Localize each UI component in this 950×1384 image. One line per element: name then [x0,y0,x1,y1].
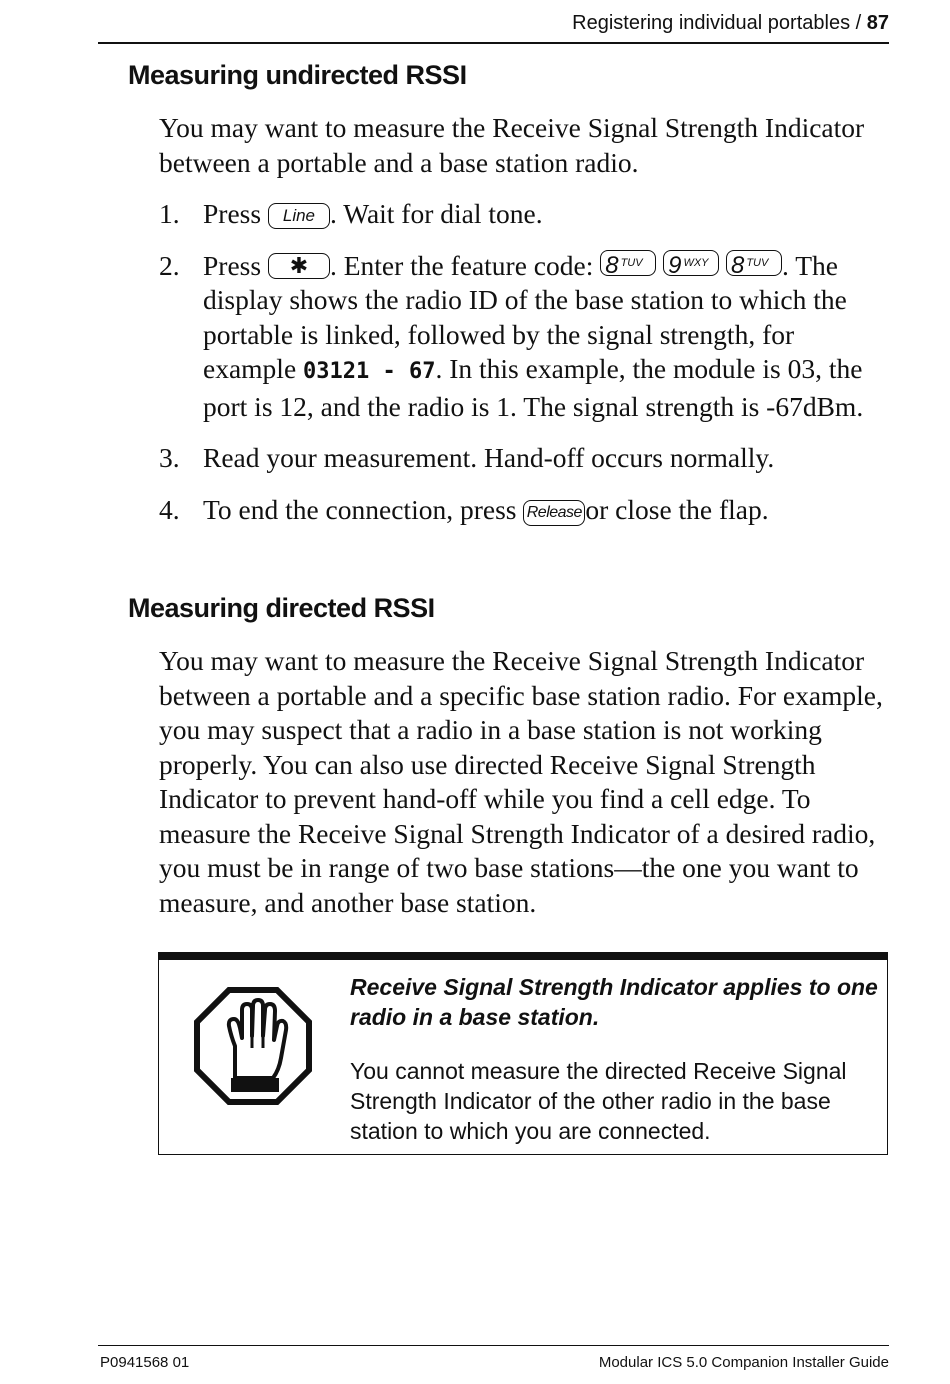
release-key: Release [523,500,585,526]
key-8-tuv [600,250,656,279]
key-letters: TUV [746,256,769,269]
step-text: . Wait for dial tone. [329,198,543,229]
step-number: 4. [159,493,180,525]
key-digit: 8 [730,251,745,279]
key-8-tuv [726,250,782,279]
note-body: You cannot measure the directed Receive Signal Strength Indicator of the other radio in the base station to which you are connected. [350,1058,847,1144]
step-text: Read your measurement. Hand-off occurs normally. [203,442,775,473]
caution-note [158,952,888,1155]
step-2 [159,249,891,425]
step-text: . Enter the feature code: [329,249,601,281]
stop-hand-icon [193,986,313,1106]
page-number: 87 [866,12,889,34]
key-digit: 9 [668,251,682,279]
key-digit: 8 [605,251,619,279]
step-number: 2. [159,249,180,281]
directed-intro: You may want to measure the Receive Signal Strength Indicator between a portable and a specific base station radio. For example, you may suspect that a radio in a base station is not working properly. You can also use directed Receive Signal Strength Indicator to prevent hand-off while you find a cell edge. To measure the Receive Signal Strength Indicator of a desired radio, you must be in range of two base stations—the one you want to measure, and another base station. [159,645,883,918]
step-text: Press [203,249,268,281]
header-section-title: Registering individual portables / [572,12,867,34]
display-example: 03121 - 67 [303,359,436,384]
step-text: . In this example, the module is 03, the port is 12, and the radio is 1. The signal strength is -67dBm. [203,353,864,422]
star-key: ✱ [268,253,330,279]
step-text: or close the flap. [585,493,769,525]
step-number: 3. [159,442,180,473]
undirected-intro: You may want to measure the Receive Signal Strength Indicator between a portable and a base station radio. [159,112,865,178]
page-footer [98,1345,889,1374]
key-9-wxy [663,250,719,279]
step-3 [159,441,891,476]
section-title-directed-rssi: Measuring directed RSSI [128,593,435,623]
doc-number: P0941568 01 [100,1354,190,1371]
step-number: 1. [159,198,180,229]
step-4 [159,493,891,528]
step-text: . [781,249,789,281]
key-letters: WXY [683,256,709,269]
step-text: Press [203,198,268,229]
section-title-undirected-rssi: Measuring undirected RSSI [128,60,467,90]
step-text: The display shows the radio ID of the base station to which the portable is linked, followed by the signal strength, for example [203,249,847,384]
page-header [98,10,889,44]
undirected-steps-list [159,197,891,544]
note-title: Receive Signal Strength Indicator applies to one radio in a base station. [350,974,878,1030]
step-text: To end the connection, press [203,493,524,525]
key-letters: TUV [620,256,643,269]
doc-title: Modular ICS 5.0 Companion Installer Guide [598,1354,889,1371]
step-1 [159,197,891,232]
line-key: Line [268,203,330,229]
